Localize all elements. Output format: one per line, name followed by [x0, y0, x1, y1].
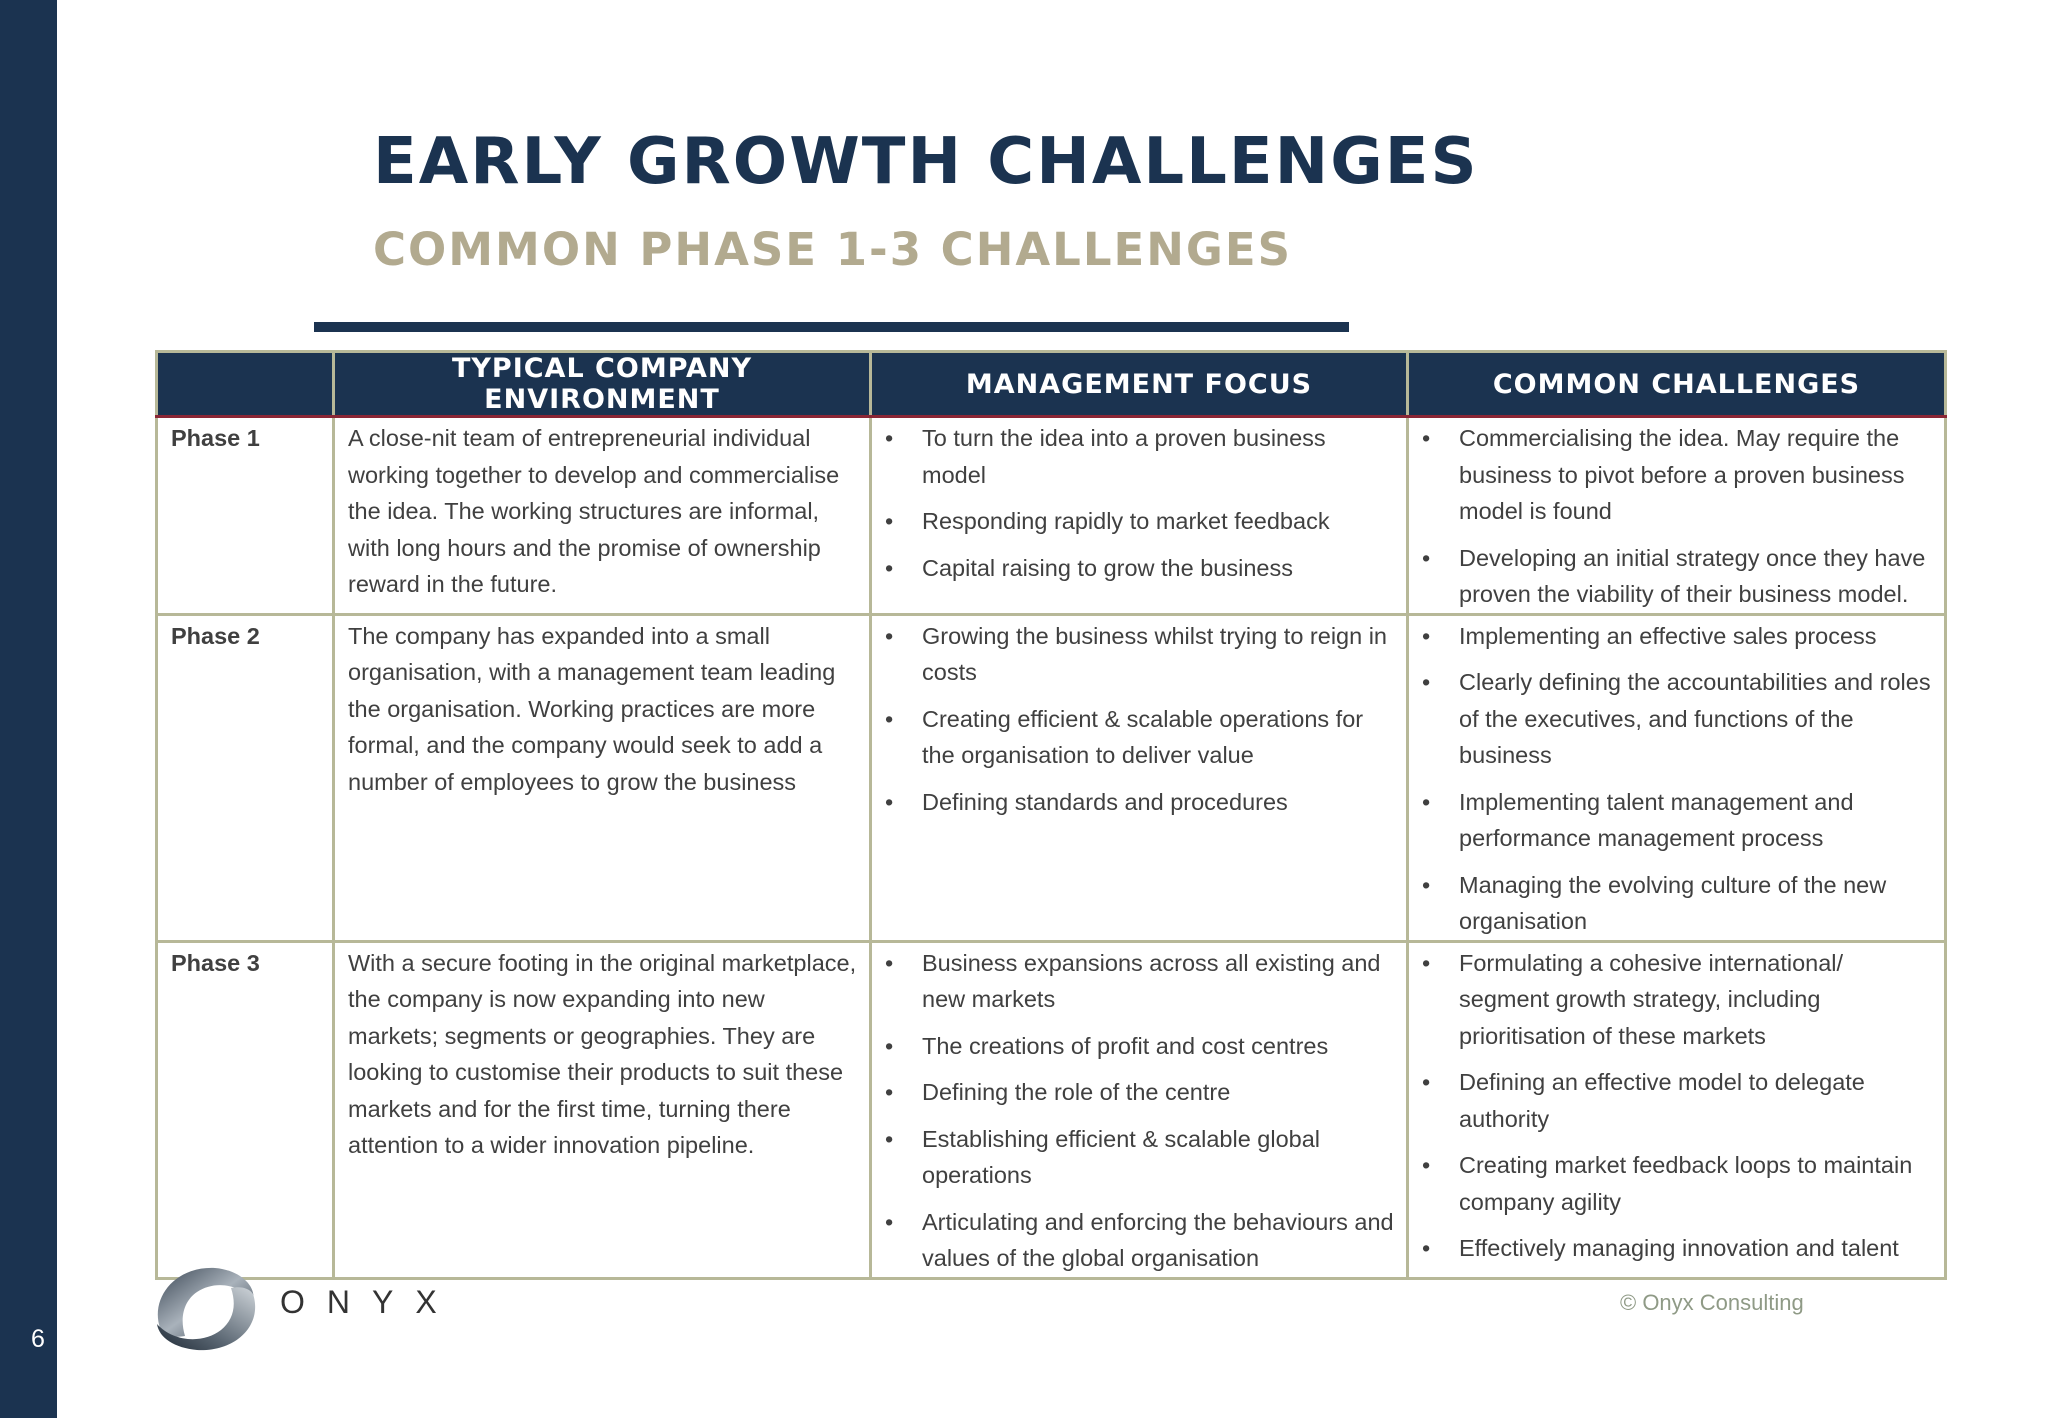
environment-cell: With a secure footing in the original marketplace, the company is now expanding into new markets; segments or geographies. They are looking to customise their products to suit these markets and for the first time, turning there attention to a wider innovation pipeline.: [334, 941, 871, 1278]
list-item: • Implementing an effective sales process: [1422, 618, 1934, 655]
challenges-cell: [1408, 417, 1946, 615]
list-item: • Commercialising the idea. May require the business to pivot before a proven business model is found: [1422, 420, 1934, 530]
page-number: 6: [31, 1325, 45, 1353]
environment-cell: A close-nit team of entrepreneurial individual working together to develop and commercialise the idea. The working structures are informal, with long hours and the promise of ownership reward in the future.: [334, 417, 871, 615]
page-subtitle: COMMON PHASE 1-3 CHALLENGES: [373, 223, 1293, 276]
focus-cell: [871, 941, 1408, 1278]
focus-cell: [871, 614, 1408, 941]
phase-label: Phase 1: [157, 417, 334, 615]
table-row: [157, 941, 1946, 1278]
list-item: • Capital raising to grow the business: [885, 550, 1396, 587]
environment-cell: The company has expanded into a small organisation, with a management team leading the organisation. Working practices are more formal, and the company would seek to add a number of employees to grow the business: [334, 614, 871, 941]
list-item: • To turn the idea into a proven business model: [885, 420, 1396, 493]
list-item: • Business expansions across all existing and new markets: [885, 945, 1396, 1018]
list-item: • Implementing talent management and performance management process: [1422, 784, 1934, 857]
list-item: • Defining standards and procedures: [885, 784, 1396, 821]
focus-list: [885, 618, 1396, 821]
table-row: [157, 614, 1946, 941]
list-item: • Formulating a cohesive international/ segment growth strategy, including prioritisation of these markets: [1422, 945, 1934, 1055]
list-item: • Creating efficient & scalable operations for the organisation to deliver value: [885, 701, 1396, 774]
challenges-cell: [1408, 614, 1946, 941]
phase-challenges-table: [155, 350, 1947, 1280]
sidebar-stripe: [0, 0, 57, 1418]
phase-label: Phase 2: [157, 614, 334, 941]
page-title: EARLY GROWTH CHALLENGES: [373, 125, 1479, 199]
challenges-list: [1422, 945, 1934, 1267]
title-divider: [314, 322, 1349, 332]
list-item: • Defining an effective model to delegate authority: [1422, 1064, 1934, 1137]
list-item: • Creating market feedback loops to maintain company agility: [1422, 1147, 1934, 1220]
header-focus: MANAGEMENT FOCUS: [871, 352, 1408, 417]
focus-list: [885, 945, 1396, 1277]
list-item: • Growing the business whilst trying to reign in costs: [885, 618, 1396, 691]
list-item: • Defining the role of the centre: [885, 1074, 1396, 1111]
header-environment: TYPICAL COMPANY ENVIRONMENT: [334, 352, 871, 417]
table-row: [157, 417, 1946, 615]
list-item: • The creations of profit and cost centres: [885, 1028, 1396, 1065]
focus-list: [885, 420, 1396, 586]
list-item: • Developing an initial strategy once they have proven the viability of their business model.: [1422, 540, 1934, 613]
list-item: • Effectively managing innovation and talent: [1422, 1230, 1934, 1267]
list-item: • Responding rapidly to market feedback: [885, 503, 1396, 540]
challenges-list: [1422, 618, 1934, 940]
list-item: • Articulating and enforcing the behaviours and values of the global organisation: [885, 1204, 1396, 1277]
focus-cell: [871, 417, 1408, 615]
challenges-cell: [1408, 941, 1946, 1278]
header-phase: [157, 352, 334, 417]
logo-wordmark: ONYX: [280, 1284, 459, 1320]
list-item: • Clearly defining the accountabilities and roles of the executives, and functions of the business: [1422, 664, 1934, 774]
copyright-text: © Onyx Consulting: [1620, 1290, 1804, 1315]
phase-label: Phase 3: [157, 941, 334, 1278]
challenges-list: [1422, 420, 1934, 613]
table-header-row: [157, 352, 1946, 417]
list-item: • Managing the evolving culture of the new organisation: [1422, 867, 1934, 940]
list-item: • Establishing efficient & scalable global operations: [885, 1121, 1396, 1194]
header-challenges: COMMON CHALLENGES: [1408, 352, 1946, 417]
